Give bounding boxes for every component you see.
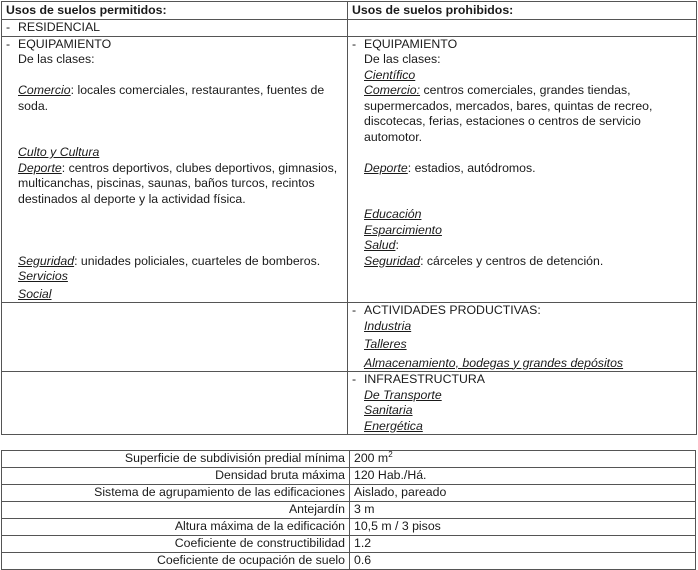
prohibited-almacenamiento-label: Almacenamiento, bodegas y grandes depósitos [364, 355, 624, 370]
param-label: Antejardín [2, 502, 350, 519]
param-label: Coeficiente de ocupación de suelo [2, 553, 350, 570]
permitted-comercio-item [6, 83, 343, 114]
permitted-header: Usos de suelos permitidos: [2, 2, 348, 20]
table-row [2, 519, 696, 536]
prohibited-seguridad-label: Seguridad [364, 253, 421, 268]
table-row [2, 451, 696, 468]
permitted-seguridad-text: : unidades policiales, cuarteles de bomberos. [74, 253, 321, 268]
prohibited-energetica-label: Energética [364, 418, 423, 433]
prohibited-esparcimiento-label: Esparcimiento [364, 222, 442, 237]
residential-label: RESIDENCIAL [18, 20, 101, 34]
prohibited-deporte-item [352, 161, 692, 177]
permitted-deporte-label: Deporte [18, 160, 62, 175]
table-row [2, 485, 696, 502]
prohibited-productive-cell: - ACTIVIDADES PRODUCTIVAS: Industria Talleres Almacenamiento, bodegas y grandes depósitos [348, 303, 697, 372]
productive-row [2, 303, 697, 372]
prohibited-salud-label: Salud [364, 238, 396, 252]
param-value: Aislado, pareado [350, 485, 696, 502]
empty-cell [348, 20, 697, 37]
empty-cell [2, 303, 348, 372]
permitted-comercio-text: : locales comerciales, restaurantes, fuentes de soda. [18, 83, 325, 113]
permitted-comercio-label: Comercio [18, 83, 71, 97]
table-row [2, 468, 696, 485]
prohibited-classes: De las clases: [364, 52, 441, 66]
permitted-deporte-text: : centros deportivos, clubes deportivos, gimnasios, multicanchas, piscinas, saunas, baños turcos, recintos destinados al deporte y la actividad física. [18, 160, 338, 206]
permitted-social-label: Social [18, 286, 52, 301]
param-value: 120 Hab./Há. [350, 468, 696, 485]
permitted-deporte-item [6, 161, 343, 208]
permitted-equipment-title: EQUIPAMIENTO [18, 36, 112, 51]
prohibited-seguridad-item [352, 254, 692, 270]
equipment-row [2, 36, 697, 303]
prohibited-infrastructure-title: INFRAESTRUCTURA [364, 372, 485, 386]
prohibited-salud-text: : [395, 238, 399, 252]
residential-row [2, 20, 697, 37]
param-value: 1.2 [350, 536, 696, 553]
param-value: 200 $m^2$ [350, 451, 696, 468]
prohibited-productive-title: ACTIVIDADES PRODUCTIVAS: [364, 303, 541, 317]
infrastructure-row [2, 372, 697, 435]
prohibited-talleres-label: Talleres [364, 337, 407, 351]
prohibited-educacion-label: Educación [364, 207, 422, 221]
param-label: Altura máxima de la edificación [2, 519, 350, 536]
prohibited-transporte-label: De Transporte [364, 387, 442, 402]
building-parameters-table [1, 450, 696, 570]
prohibited-comercio-text: centros comerciales, grandes tiendas, supermercados, mercados, bares, quintas de recreo, discotecas, ferias, estaciones o centros de servicio automotor. [364, 83, 653, 144]
table-row [2, 536, 696, 553]
permitted-classes: De las clases: [18, 52, 95, 66]
param-label: Densidad bruta máxima [2, 468, 350, 485]
permitted-servicios-label: Servicios [18, 269, 68, 283]
permitted-seguridad-label: Seguridad [18, 253, 75, 268]
permitted-culto-label: Culto y Cultura [18, 145, 100, 159]
prohibited-equipment-cell: - EQUIPAMIENTO De las clases: Científico Comercio: centros comerciales, grandes tiendas, supermercados, mercados, bares, quintas de recreo, discotecas, ferias, estaciones o centros de servicio automotor. Deporte: estadios, autódromos. Educación Esparcimiento Salud: Seguridad: cárceles y centros de detención. [348, 36, 697, 303]
permitted-seguridad-item [6, 254, 343, 270]
prohibited-cientifico-label: Científico [364, 67, 416, 82]
param-value: 10,5 m / 3 pisos [350, 519, 696, 536]
empty-cell [2, 372, 348, 435]
table-row [2, 553, 696, 570]
param-label: Sistema de agrupamiento de las edificaciones [2, 485, 350, 502]
prohibited-salud-item [352, 238, 692, 254]
param-value: 0.6 [350, 553, 696, 570]
param-label: Superficie de subdivisión predial mínima [2, 451, 350, 468]
residential-cell: - RESIDENCIAL [2, 20, 348, 37]
prohibited-sanitaria-label: Sanitaria [364, 403, 413, 417]
prohibited-equipment-title: EQUIPAMIENTO [364, 36, 458, 51]
prohibited-deporte-label: Deporte [364, 160, 408, 175]
header-row [2, 2, 697, 20]
prohibited-industria-label: Industria [364, 318, 412, 333]
prohibited-deporte-text: : estadios, autódromos. [407, 160, 536, 175]
prohibited-seguridad-text: : cárceles y centros de detención. [420, 253, 604, 268]
table-row [2, 502, 696, 519]
prohibited-header: Usos de suelos prohibidos: [348, 2, 697, 20]
param-value: 3 m [350, 502, 696, 519]
prohibited-comercio-label: Comercio: [364, 83, 421, 97]
prohibited-infrastructure-cell: - INFRAESTRUCTURA De Transporte Sanitaria Energética [348, 372, 697, 435]
prohibited-comercio-item [352, 83, 692, 145]
permitted-equipment-cell: - EQUIPAMIENTO De las clases: Comercio: locales comerciales, restaurantes, fuentes de soda. Culto y Cultura Deporte: centros deportivos, clubes deportivos, gimnasios, multicanchas, piscinas, saunas, baños turcos, recintos destinados al deporte y la actividad física. Seguridad: unidades policiales, cuarteles de bomberos. Servicios Social [2, 36, 348, 303]
land-use-table [1, 1, 697, 435]
param-label: Coeficiente de constructibilidad [2, 536, 350, 553]
